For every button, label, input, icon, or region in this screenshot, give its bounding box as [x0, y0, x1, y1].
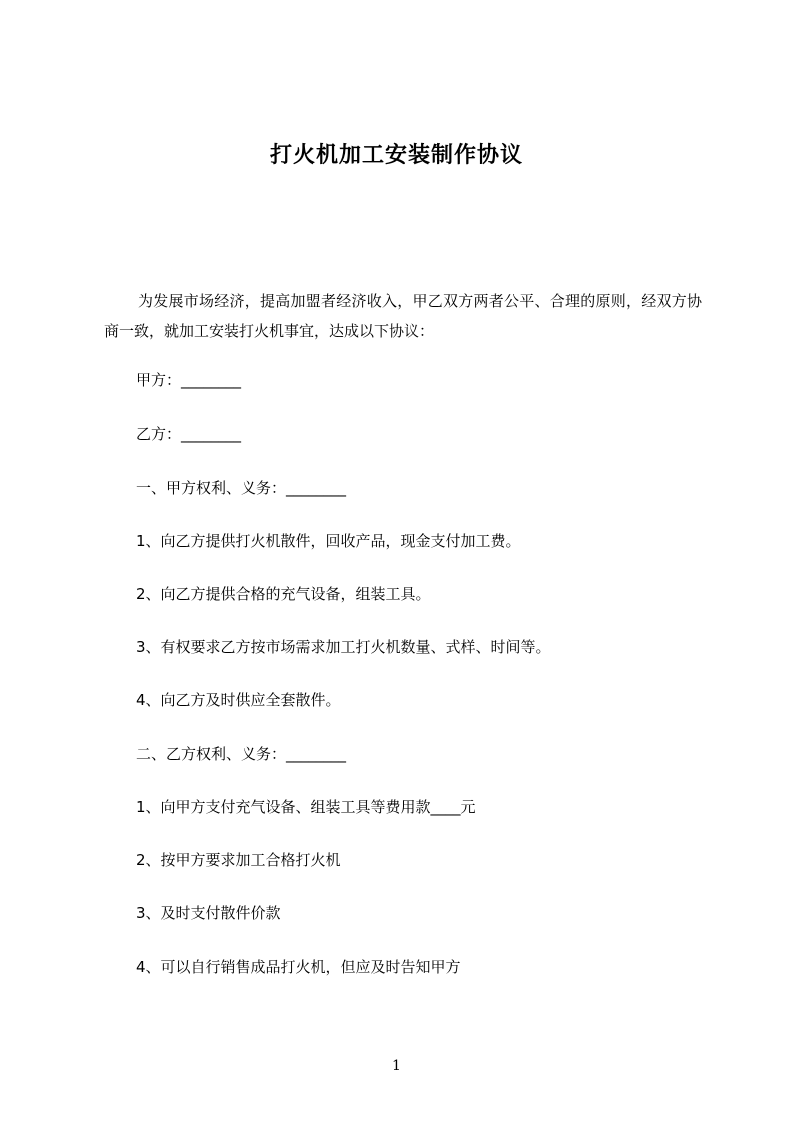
intro-paragraph: 为发展市场经济，提高加盟者经济收入，甲乙双方两者公平、合理的原则，经双方协商一致，就加工安装打火机事宜，达成以下协议： — [104, 292, 702, 340]
party-a-line: 甲方：________ — [136, 371, 242, 389]
party-b-line: 乙方：________ — [136, 425, 242, 443]
section-2-heading: 二、乙方权利、义务：________ — [136, 745, 347, 763]
section-1-item-3: 3、有权要求乙方按市场需求加工打火机数量、式样、时间等。 — [136, 638, 551, 656]
section-1-item-1: 1、向乙方提供打火机散件，回收产品，现金支付加工费。 — [136, 532, 521, 550]
section-1-heading: 一、甲方权利、义务：________ — [136, 479, 347, 497]
section-2-item-1: 1、向甲方支付充气设备、组装工具等费用款____元 — [136, 798, 476, 816]
section-2-item-3: 3、及时支付散件价款 — [136, 904, 281, 922]
section-2-item-2: 2、按甲方要求加工合格打火机 — [136, 851, 341, 869]
section-1-item-2: 2、向乙方提供合格的充气设备，组装工具。 — [136, 585, 431, 603]
page-number: 1 — [392, 1058, 401, 1074]
document-title: 打火机加工安装制作协议 — [269, 143, 523, 168]
section-1-item-4: 4、向乙方及时供应全套散件。 — [136, 691, 341, 709]
section-2-item-4: 4、可以自行销售成品打火机，但应及时告知甲方 — [136, 958, 461, 976]
